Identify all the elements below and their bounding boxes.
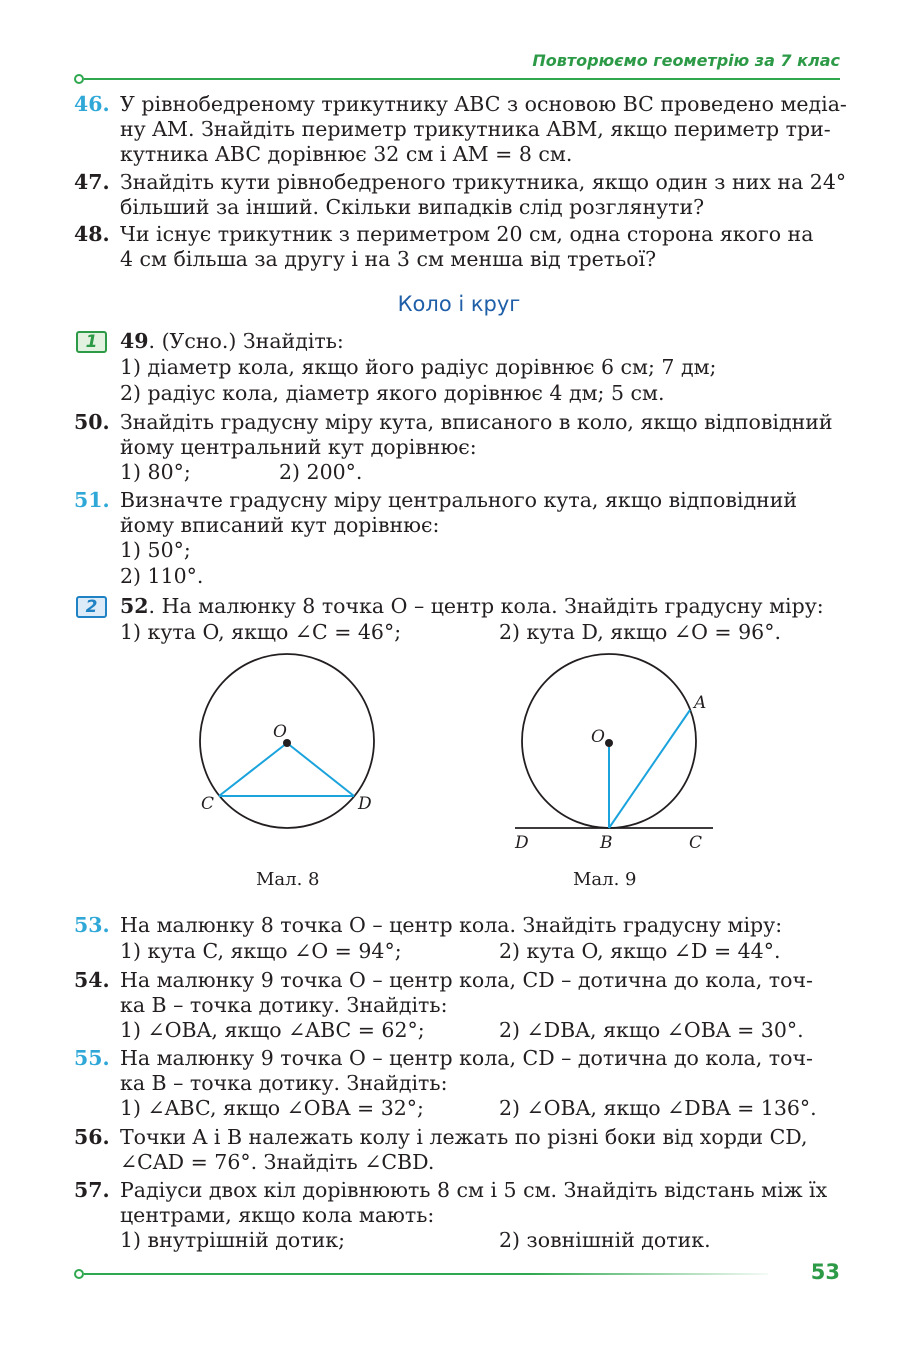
problem-text: 1) діаметр кола, якщо його радіус дорівнює 6 см; 7 дм; [120,355,717,379]
problem-text: Знайдіть градусну міру кута, вписаного в коло, якщо відповідний [120,410,833,434]
page-number: 53 [810,1260,840,1284]
problem-text: У рівнобедреному трикутнику ABC з основою BC проведено медіа- [120,92,847,116]
problem-text: ка B – точка дотику. Знайдіть: [120,993,448,1017]
problem-text: більший за інший. Скільки випадків слід розглянути? [120,195,705,219]
problem-text: На малюнку 9 точка O – центр кола, CD – дотична до кола, точ- [120,1046,813,1070]
option-1: 1) внутрішній дотик; [120,1228,345,1252]
option-1: 1) ∠ABC, якщо ∠OBA = 32°; [120,1096,424,1120]
problem-number: 47. [74,170,110,194]
option-2: 2) ∠OBA, якщо ∠DBA = 136°. [499,1096,817,1120]
problem-text: ну AM. Знайдіть периметр трикутника ABM, якщо периметр три- [120,117,831,141]
problem-text: На малюнку 9 точка O – центр кола, CD – дотична до кола, точ- [120,968,813,992]
problem-text: ∠CAD = 76°. Знайдіть ∠CBD. [120,1150,435,1174]
problem-text: ка B – точка дотику. Знайдіть: [120,1071,448,1095]
option-2: 2) 110°. [120,564,204,588]
problem-number: 46. [74,92,110,116]
level-2-badge: 2 [76,596,107,618]
option-2: 2) зовнішній дотик. [499,1228,711,1252]
problem-number: 54. [74,968,110,992]
problem-text: . (Усно.) Знайдіть: [148,329,344,353]
problem-number: 52 [120,594,149,618]
option-2: 2) кута O, якщо ∠D = 44°. [499,939,781,963]
option-2: 2) ∠DBA, якщо ∠OBA = 30°. [499,1018,804,1042]
label-b: B [600,833,613,853]
option-2: 2) 200°. [279,460,363,484]
problem-number: 48. [74,222,110,246]
figure-9 [514,654,713,853]
problem-text: Чи існує трикутник з периметром 20 см, одна сторона якого на [120,222,814,246]
figure-8-caption: Мал. 8 [256,869,320,890]
level-1-badge: 1 [76,331,107,353]
label-o: O [591,727,605,747]
problem-text: йому вписаний кут дорівнює: [120,513,440,537]
footer-rule-dot [74,1269,84,1279]
label-a: A [694,693,707,713]
problem-number: 50. [74,410,110,434]
problem-number: 56. [74,1125,110,1149]
section-title: Коло і круг [397,292,521,316]
label-d: D [358,794,372,814]
option-1: 1) ∠OBA, якщо ∠ABC = 62°; [120,1018,425,1042]
option-1: 1) 50°; [120,538,191,562]
problem-number: 51. [74,488,110,512]
option-1: 1) кута O, якщо ∠C = 46°; [120,620,402,644]
radius-oc [219,743,287,796]
problem-text: Знайдіть кути рівнобедреного трикутника, якщо один з них на 24° [120,170,847,194]
figure-9-caption: Мал. 9 [573,869,637,890]
problem-text: 4 см більша за другу і на 3 см менша від третьої? [120,247,657,271]
problem-text: Радіуси двох кіл дорівнюють 8 см і 5 см. Знайдіть відстань між їх [120,1178,828,1202]
problem-number: 49 [120,329,149,353]
problem-text: кутника ABC дорівнює 32 см і AM = 8 см. [120,142,573,166]
problem-text: Визначте градусну міру центрального кута, якщо відповідний [120,488,798,512]
label-d: D [515,833,529,853]
figure-8 [200,654,374,828]
center-point [605,739,613,747]
chord-ba [609,710,690,828]
problem-text: На малюнку 8 точка O – центр кола. Знайдіть градусну міру: [120,913,783,937]
option-2: 2) кута D, якщо ∠O = 96°. [499,620,781,644]
label-o: O [273,722,287,742]
running-header: Повторюємо геометрію за 7 клас [532,51,840,70]
label-c: C [689,833,703,853]
problem-text: йому центральний кут дорівнює: [120,435,477,459]
option-1: 1) кута C, якщо ∠O = 94°; [120,939,402,963]
problem-number: 55. [74,1046,110,1070]
problem-text: 2) радіус кола, діаметр якого дорівнює 4 дм; 5 см. [120,381,665,405]
problem-number: 53. [74,913,110,937]
problem-text: центрами, якщо кола мають: [120,1203,435,1227]
problem-number: 57. [74,1178,110,1202]
option-1: 1) 80°; [120,460,191,484]
radius-od [287,743,354,796]
label-c: C [201,794,215,814]
problem-text: . На малюнку 8 точка O – центр кола. Знайдіть градусну міру: [148,594,824,618]
problem-text: Точки A і B належать колу і лежать по різні боки від хорди CD, [120,1125,808,1149]
footer-rule [84,1273,768,1275]
